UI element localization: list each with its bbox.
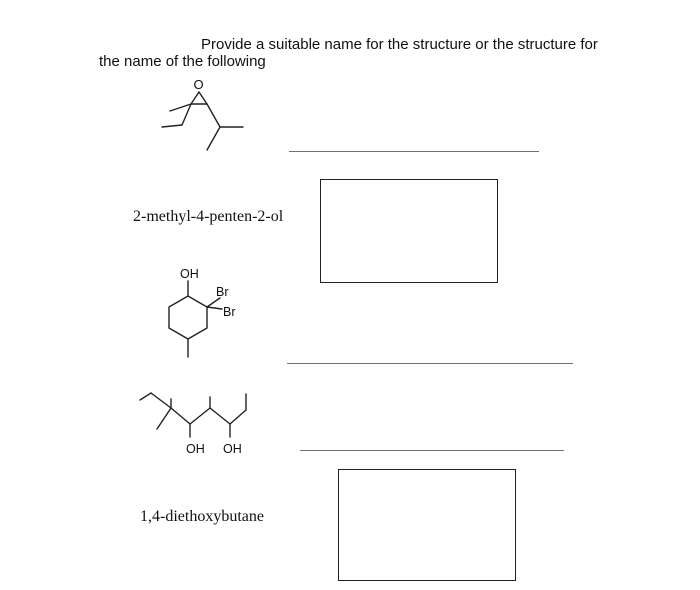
hydroxyl-label: OH xyxy=(223,442,242,456)
hydroxyl-label: OH xyxy=(180,267,199,281)
bond xyxy=(230,410,246,424)
epoxide-ring xyxy=(191,92,207,104)
dibromocyclohexanol-structure xyxy=(150,262,260,362)
diol-structure xyxy=(135,390,265,470)
bond xyxy=(157,408,171,429)
bond xyxy=(151,393,171,408)
bond xyxy=(171,408,190,424)
hydroxyl-label: OH xyxy=(186,442,205,456)
instruction-line-2: the name of the following xyxy=(99,53,266,70)
bromine-label: Br xyxy=(223,305,236,319)
bond xyxy=(162,125,182,127)
bond xyxy=(210,408,230,424)
answer-line-1[interactable] xyxy=(289,151,539,152)
compound-name-5: 1,4-diethoxybutane xyxy=(140,508,264,525)
bond xyxy=(207,298,220,307)
answer-box-2[interactable] xyxy=(320,179,498,283)
bond xyxy=(140,393,151,400)
answer-line-4[interactable] xyxy=(300,450,564,451)
bond xyxy=(207,104,220,127)
answer-line-3[interactable] xyxy=(287,363,573,364)
compound-name-2: 2-methyl-4-penten-2-ol xyxy=(133,208,284,225)
oxygen-label: O xyxy=(193,77,204,92)
bond xyxy=(207,307,222,309)
cyclohexane-ring xyxy=(169,296,207,339)
bond xyxy=(207,127,220,150)
bromine-label: Br xyxy=(216,285,229,299)
answer-box-5[interactable] xyxy=(338,469,516,581)
instruction-line-1: Provide a suitable name for the structure or the structure for xyxy=(201,36,598,53)
epoxide-structure xyxy=(150,77,260,160)
bond xyxy=(190,408,210,424)
